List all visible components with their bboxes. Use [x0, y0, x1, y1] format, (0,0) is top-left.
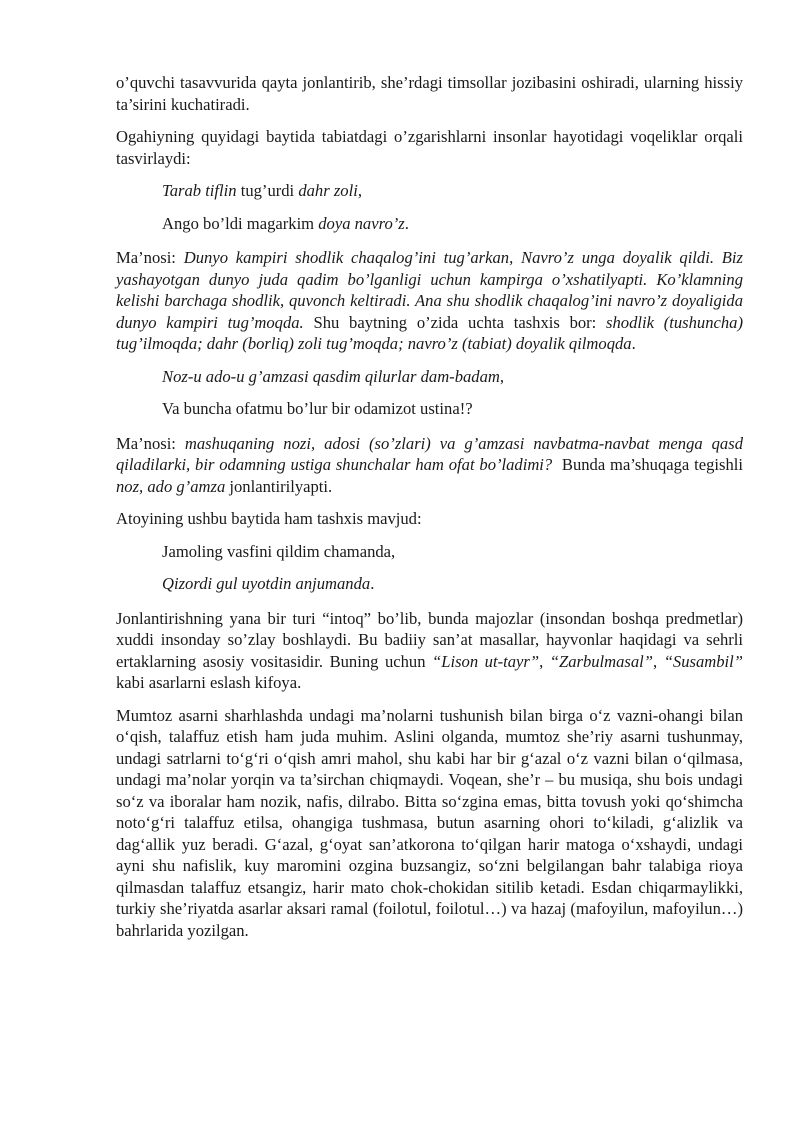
document-page [116, 72, 748, 952]
verse-line [116, 573, 743, 595]
italic-phrase: mashuqaning nozi, adosi (so’zlari) va g’amzasi navbatma-navbat menga qasd qiladilarki, bir odamning ustiga shunchalar ham ofat bo’ladimi? [116, 433, 743, 474]
italic-title: “Zarbulmasal” [549, 651, 654, 671]
verse-line [116, 366, 743, 388]
punctuation: , [539, 651, 550, 671]
punctuation: . [404, 213, 409, 233]
italic-phrase: Tarab tiflin [162, 181, 237, 200]
plain-phrase: Ma’nosi: [116, 248, 184, 267]
italic-phrase: Noz-u ado-u g’amzasi qasdim qilurlar dam-badam [162, 366, 500, 386]
italic-phrase: noz, ado g’amza [116, 476, 226, 496]
italic-title: “Lison ut-tayr” [432, 651, 540, 671]
plain-phrase: kabi asarlarni eslash kifoya. [116, 673, 302, 692]
paragraph-intro-continuation: o’quvchi tasavvurida qayta jonlantirib, she’rdagi timsollar jozibasini oshiradi, ularning hissiy ta’sirini kuchatiradi. [116, 73, 743, 114]
plain-phrase: Shu baytning o’zida uchta tashxis bor: [303, 312, 607, 332]
punctuation: , [499, 366, 505, 386]
plain-phrase: Ango bo’ldi magarkim [162, 213, 319, 233]
verse-line [116, 180, 743, 202]
punctuation: , [357, 181, 362, 200]
paragraph-intoq [116, 608, 743, 694]
punctuation: . [631, 334, 636, 353]
plain-phrase: Ma’nosi: [116, 433, 185, 453]
verse-line: Jamoling vasfini qildim chamanda, [162, 541, 396, 561]
plain-phrase: jonlantirilyapti. [225, 476, 333, 496]
paragraph-mumtoz: Mumtoz asarni sharhlashda undagi ma’nolarni tushunish bilan birga o‘z vazni-ohangi bilan o‘qish, talaffuz etish ham juda muhim. Aslini olganda, mumtoz she’riy asarni tushunmay, undagi satrlarni to‘g‘ri o‘qish amri mahol, shu kabi har bir g‘azal o‘z vazni bilan o‘qilmasa, undagi ma’nolar yorqin va ta’sirchan chiqmaydi. Voqean, she’r – bu musiqa, shu bois undagi so‘z va iboralar ham nozik, nafis, dilrabo. Bitta so‘zgina emas, bitta tovush yoki qo‘shimcha noto‘g‘ri talaffuz etilsa, ohangiga tushmasa, butun asarning ohori to‘kiladi, g‘alizlik va dag‘allik yuz beradi. G‘azal, g‘oyat san’atkorona to‘qilgan harir matoga o‘xshaydi, undagi ayni shu nafislik, kuy maromini ozgina buzsangiz, so‘zni belgilangan bahr talabiga rioya qilmasdan talaffuz etsangiz, harir mato chok-chokidan sitilib ketadi. Esdan chiqarmaylikki, turkiy she’riyatda asarlar aksari ramal (foilotul, foilotul…) va hazaj (mafoyilun, mafoyilun…) bahrlarida yozilgan. [116, 705, 743, 940]
italic-phrase: dahr zoli [298, 181, 358, 200]
paragraph-ogahiy-intro: Ogahiyning quyidagi baytida tabiatdagi o’zgarishlarni insonlar hayotidagi voqeliklar orqali tasvirlaydi: [116, 127, 743, 168]
paragraph-atoyi-intro: Atoyining ushbu baytida ham tashxis mavjud: [116, 509, 422, 528]
plain-phrase: Bunda ma’shuqaga tegishli [552, 455, 748, 474]
paragraph-meaning-2 [116, 433, 748, 498]
italic-phrase: shodlik (tushuncha) tug’ilmoqda; dahr (borliq) zoli tug’moqda; navro’z (tabiat) doyalik qilmoqda [116, 312, 743, 353]
punctuation: . [370, 574, 375, 593]
punctuation: , [653, 651, 664, 671]
italic-phrase: Qizordi gul uyotdin anjumanda [162, 574, 371, 593]
plain-phrase: tug’urdi [236, 181, 299, 200]
verse-line [116, 213, 743, 235]
paragraph-meaning-1 [116, 247, 743, 355]
italic-phrase: Dunyo kampiri shodlik chaqalog’ini tug’arkan, Navro’z unga doyalik qildi. Biz yashayotgan dunyo juda qadim bo’lganligi uchun kampirga o’xshatilyapti. Ko’klamning kelishi barchaga shodlik, quvonch keltiradi. Ana shu shodlik chaqalog’ini navro’z doyaligida dunyo kampiri tug’moqda. [116, 248, 743, 332]
italic-title: “Susambil” [663, 651, 744, 671]
verse-line: Va buncha ofatmu bo’lur bir odamizot ustina!? [162, 399, 473, 418]
italic-phrase: doya navro’z [318, 213, 405, 233]
plain-phrase: Jonlantirishning yana bir turi “intoq” bo’lib, bunda majozlar (insondan boshqa predmetlar) xuddi insonday so’zlay boshlaydi. Bu badiiy san’at masallar, hayvonlar haqidagi va sehrli ertaklarning asosiy vositasidir. Buning uchun [116, 608, 743, 671]
